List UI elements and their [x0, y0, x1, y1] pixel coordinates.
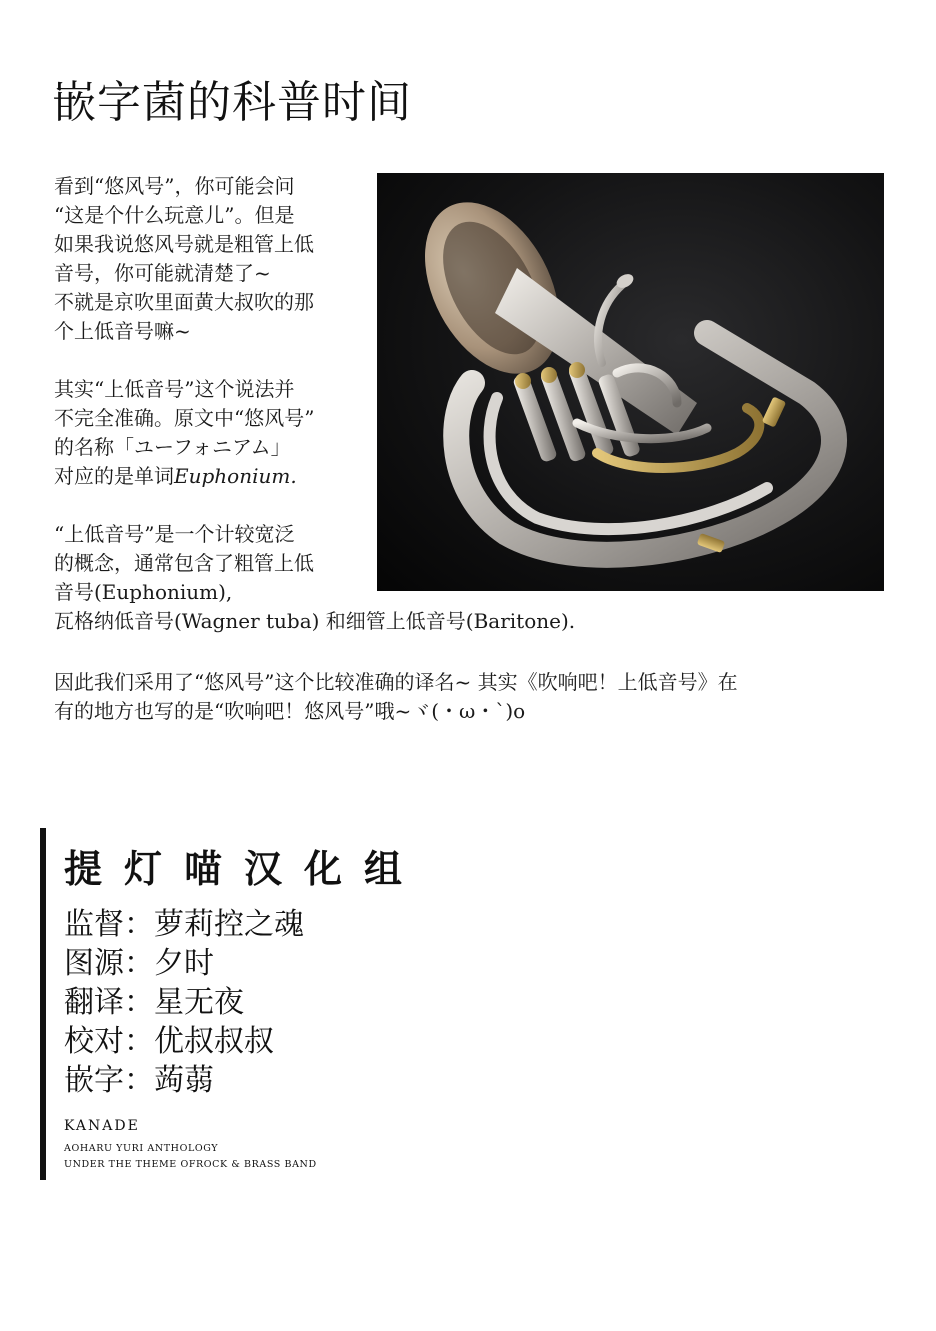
text-line: 不完全准确。原文中“悠风号”: [54, 406, 315, 430]
category-paragraph-continued: [54, 607, 884, 636]
euphonium-word: Euphonium.: [174, 464, 297, 488]
section-divider-bar: [40, 828, 46, 1180]
brand-title: KANADE: [64, 1118, 140, 1134]
text-line: 如果我说悠风号就是粗管上低: [54, 232, 314, 256]
text-line: 的概念，通常包含了粗管上低: [54, 551, 314, 575]
credit-typesetter: 嵌字：蒟蒻: [64, 1063, 214, 1098]
anthology-brand: [64, 1117, 317, 1173]
conclusion-paragraph: [54, 668, 884, 726]
text-line: 音号(Euphonium),: [54, 580, 233, 604]
naming-paragraph: [54, 375, 374, 491]
text-line: 有的地方也写的是“吹响吧！悠风号”哦~ヾ(・ω・`)o: [54, 699, 526, 723]
euphonium-illustration: [377, 173, 884, 591]
brand-subtitle: UNDER THE THEME OFROCK & BRASS BAND: [64, 1159, 317, 1170]
brand-subtitle: AOHARU YURI ANTHOLOGY: [64, 1143, 219, 1154]
credits-list: [64, 905, 304, 1100]
credit-translator: 翻译：星无夜: [64, 985, 244, 1020]
text-line: 的名称「ユーフォニアム」: [54, 435, 291, 459]
text-line: 瓦格纳低音号(Wagner tuba) 和细管上低音号(Baritone).: [54, 609, 576, 633]
text-line: “这是个什么玩意儿”。但是: [54, 203, 295, 227]
euphonium-photo: [377, 173, 884, 591]
text-line: “上低音号”是一个计较宽泛: [54, 522, 295, 546]
text-fragment: 对应的是单词: [54, 464, 174, 488]
category-paragraph: [54, 520, 384, 607]
text-line: 个上低音号嘛~: [54, 319, 191, 343]
text-line: [54, 462, 374, 491]
page-title: 嵌字菌的科普时间: [52, 77, 412, 128]
intro-paragraph: [54, 172, 374, 346]
text-line: 音号，你可能就清楚了~: [54, 261, 271, 285]
text-line: 看到“悠风号”，你可能会问: [54, 174, 295, 198]
text-line: 其实“上低音号”这个说法并: [54, 377, 295, 401]
credit-proofreader: 校对：优叔叔叔: [64, 1024, 274, 1059]
credit-raw-source: 图源：夕时: [64, 946, 214, 981]
text-line: 不就是京吹里面黄大叔吹的那: [54, 290, 314, 314]
group-name: 提灯喵汉化组: [64, 847, 425, 891]
text-line: 因此我们采用了“悠风号”这个比较准确的译名~ 其实《吹响吧！上低音号》在: [54, 670, 738, 694]
credit-supervisor: 监督：萝莉控之魂: [64, 907, 304, 942]
